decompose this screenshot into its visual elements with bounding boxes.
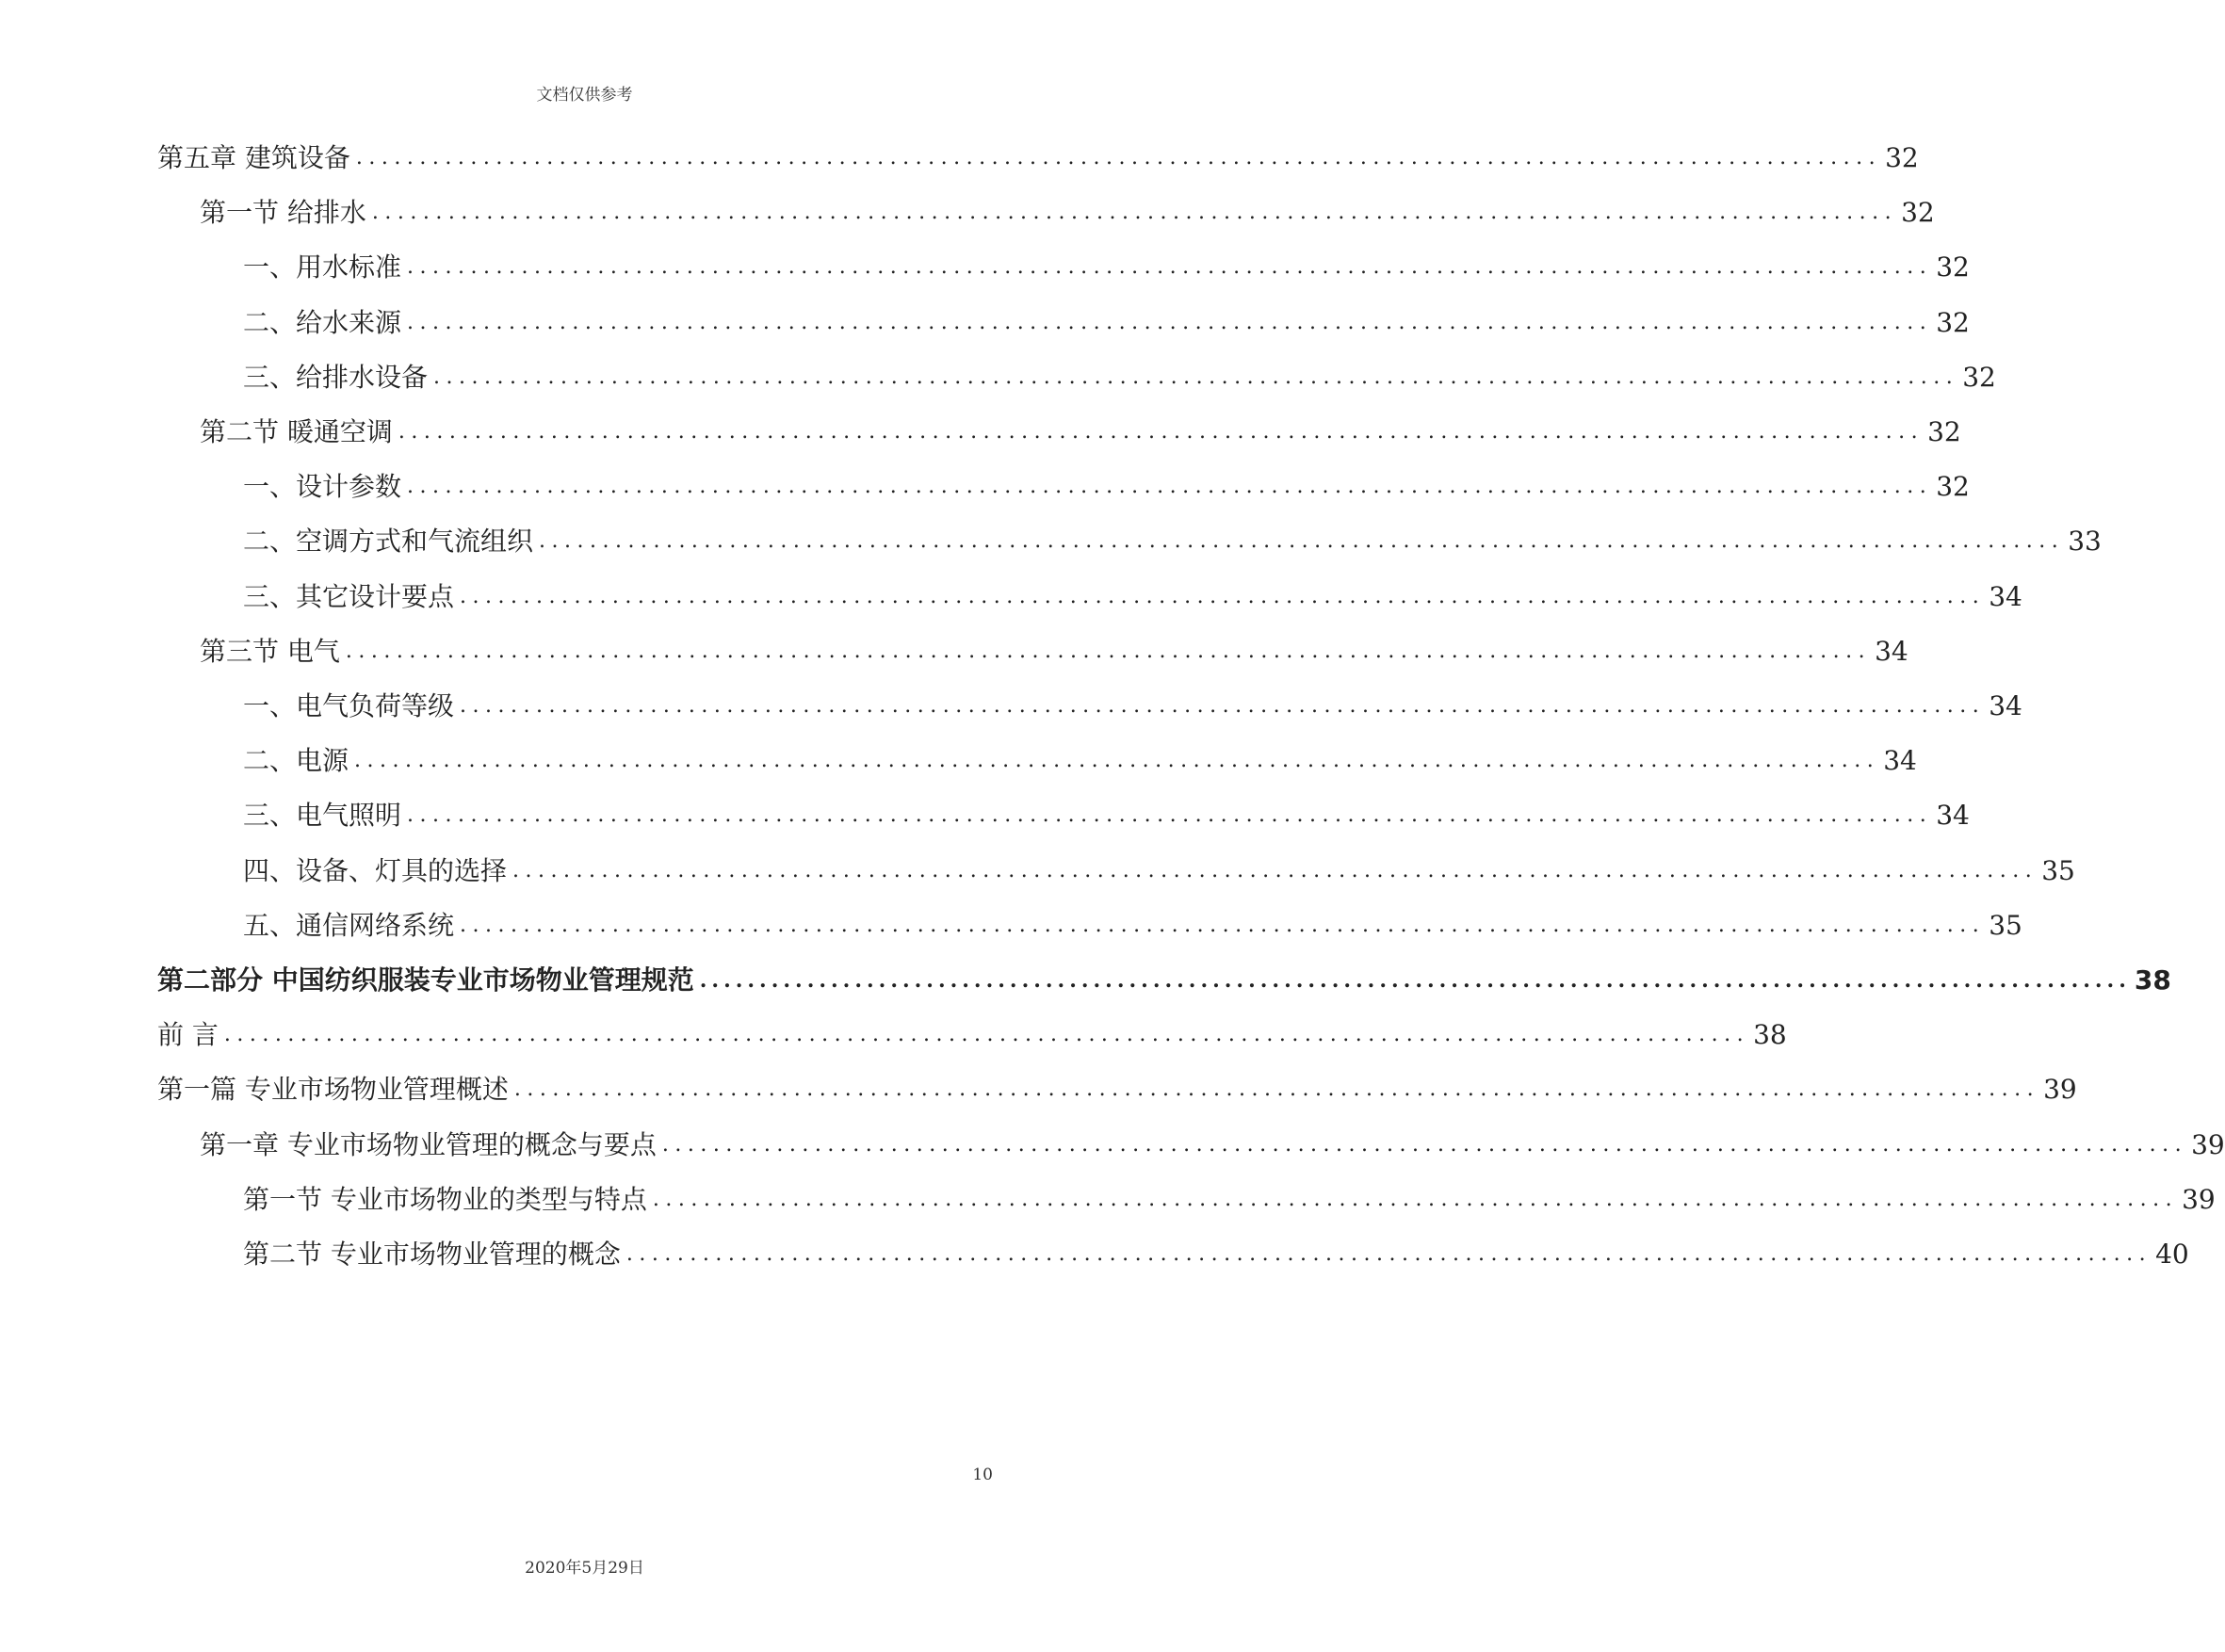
toc-entry-label: 第一章 专业市场物业管理的概念与要点 — [200, 1126, 662, 1164]
toc-entry-label: 三、电气照明 — [243, 797, 407, 834]
toc-entry-page: 32 — [1881, 139, 1919, 177]
toc-leader-dots: ........................................................................................................................ — [433, 365, 1959, 389]
toc-entry-label: 第一节 专业市场物业的类型与特点 — [243, 1181, 653, 1219]
toc-leader-dots: ........................................................................................................................ — [460, 585, 1986, 608]
toc-entry[interactable] — [243, 245, 1970, 286]
toc-leader-dots: ........................................................................................................................ — [652, 1188, 2179, 1211]
toc-leader-dots: ........................................................................................................................ — [407, 255, 1933, 279]
toc-entry[interactable] — [157, 958, 2171, 999]
toc-entry-label: 一、电气负荷等级 — [243, 688, 460, 725]
toc-entry-page: 32 — [1897, 194, 1935, 232]
toc-entry-label: 一、设计参数 — [243, 468, 407, 506]
toc-leader-dots: ........................................................................................................................ — [625, 1242, 2152, 1266]
toc-entry-page: 32 — [1958, 359, 1996, 397]
page-number: 10 — [972, 1466, 993, 1484]
toc-leader-dots: ........................................................................................................................ — [345, 640, 1872, 663]
toc-entry-label: 第五章 建筑设备 — [157, 139, 356, 177]
toc-entry[interactable] — [243, 849, 2075, 890]
footer-date: 2020年5月29日 — [525, 1559, 644, 1578]
toc-leader-dots: ........................................................................................................................ — [512, 859, 2038, 883]
toc-entry[interactable] — [200, 1123, 2225, 1164]
toc-leader-dots: ........................................................................................................................ — [460, 914, 1986, 937]
toc-leader-dots: ........................................................................................................................ — [539, 529, 2065, 553]
toc-entry[interactable] — [243, 793, 1970, 834]
toc-entry[interactable] — [243, 519, 2102, 560]
toc-entry-label: 第二部分 中国纺织服装专业市场物业管理规范 — [157, 962, 700, 999]
toc-entry[interactable] — [157, 1012, 1787, 1054]
toc-leader-dots: ........................................................................................................................ — [355, 146, 1882, 170]
toc-entry-label: 第三节 电气 — [200, 633, 346, 671]
toc-entry-label: 二、空调方式和气流组织 — [243, 523, 539, 560]
toc-entry-page: 34 — [1932, 797, 1970, 834]
toc-leader-dots: ........................................................................................................................ — [407, 311, 1933, 334]
toc-leader-dots: ........................................................................................................................ — [460, 694, 1986, 718]
toc-entry-page: 39 — [2178, 1181, 2216, 1219]
toc-leader-dots: ........................................................................................................................ — [513, 1077, 2040, 1101]
toc-leader-dots: ........................................................................................................................ — [398, 420, 1925, 444]
toc-entry-page: 34 — [1879, 742, 1917, 780]
toc-entry-page: 32 — [1932, 249, 1970, 286]
toc-entry[interactable] — [243, 464, 1970, 506]
toc-entry[interactable] — [157, 136, 1919, 177]
toc-entry-page: 35 — [1985, 907, 2022, 945]
toc-entry-page: 34 — [1985, 578, 2022, 616]
toc-entry-label: 二、电源 — [243, 742, 354, 780]
toc-entry[interactable] — [157, 1067, 2077, 1109]
toc-entry-page: 32 — [1932, 304, 1970, 342]
toc-entry-label: 二、给水来源 — [243, 304, 407, 342]
toc-entry[interactable] — [200, 190, 1935, 232]
toc-entry[interactable] — [243, 575, 2022, 616]
toc-entry-label: 一、用水标准 — [243, 249, 407, 286]
toc-entry-label: 第一篇 专业市场物业管理概述 — [157, 1071, 514, 1109]
toc-entry-label: 第一节 给排水 — [200, 194, 372, 232]
toc-entry-page: 32 — [1932, 468, 1970, 506]
toc-leader-dots: ........................................................................................................................ — [699, 968, 2131, 993]
toc-entry[interactable] — [243, 300, 1970, 342]
toc-entry[interactable] — [243, 903, 2022, 945]
running-header: 文档仅供参考 — [536, 86, 633, 105]
toc-entry-page: 34 — [1871, 633, 1908, 671]
toc-leader-dots: ........................................................................................................................ — [407, 475, 1933, 498]
toc-entry-page: 40 — [2152, 1236, 2189, 1273]
toc-leader-dots: ........................................................................................................................ — [223, 1023, 1750, 1046]
toc-entry-page: 33 — [2064, 523, 2102, 560]
toc-entry[interactable] — [243, 684, 2022, 725]
toc-entry-page: 35 — [2038, 852, 2075, 890]
toc-entry-label: 三、给排水设备 — [243, 359, 433, 397]
toc-leader-dots: ........................................................................................................................ — [407, 803, 1933, 827]
toc-entry-page: 38 — [1749, 1016, 1787, 1054]
toc-entry-label: 三、其它设计要点 — [243, 578, 460, 616]
toc-leader-dots: ........................................................................................................................ — [354, 749, 1880, 772]
toc-leader-dots: ........................................................................................................................ — [661, 1133, 2188, 1157]
toc-leader-dots: ........................................................................................................................ — [371, 201, 1898, 224]
toc-entry[interactable] — [243, 1232, 2189, 1273]
toc-entry-page: 34 — [1985, 688, 2022, 725]
toc-entry[interactable] — [200, 629, 1908, 671]
toc-entry[interactable] — [243, 355, 1996, 397]
toc-entry[interactable] — [243, 738, 1917, 780]
toc-entry-label: 五、通信网络系统 — [243, 907, 460, 945]
toc-entry-page: 38 — [2131, 962, 2171, 999]
toc-entry-page: 32 — [1924, 413, 1961, 451]
toc-entry-label: 第二节 专业市场物业管理的概念 — [243, 1236, 626, 1273]
toc-entry[interactable] — [200, 410, 1961, 451]
toc-entry-label: 第二节 暖通空调 — [200, 413, 398, 451]
toc-entry-page: 39 — [2187, 1126, 2225, 1164]
toc-entry-page: 39 — [2039, 1071, 2077, 1109]
toc-entry-label: 前 言 — [157, 1016, 224, 1054]
toc-entry-label: 四、设备、灯具的选择 — [243, 852, 512, 890]
toc-entry[interactable] — [243, 1177, 2216, 1219]
